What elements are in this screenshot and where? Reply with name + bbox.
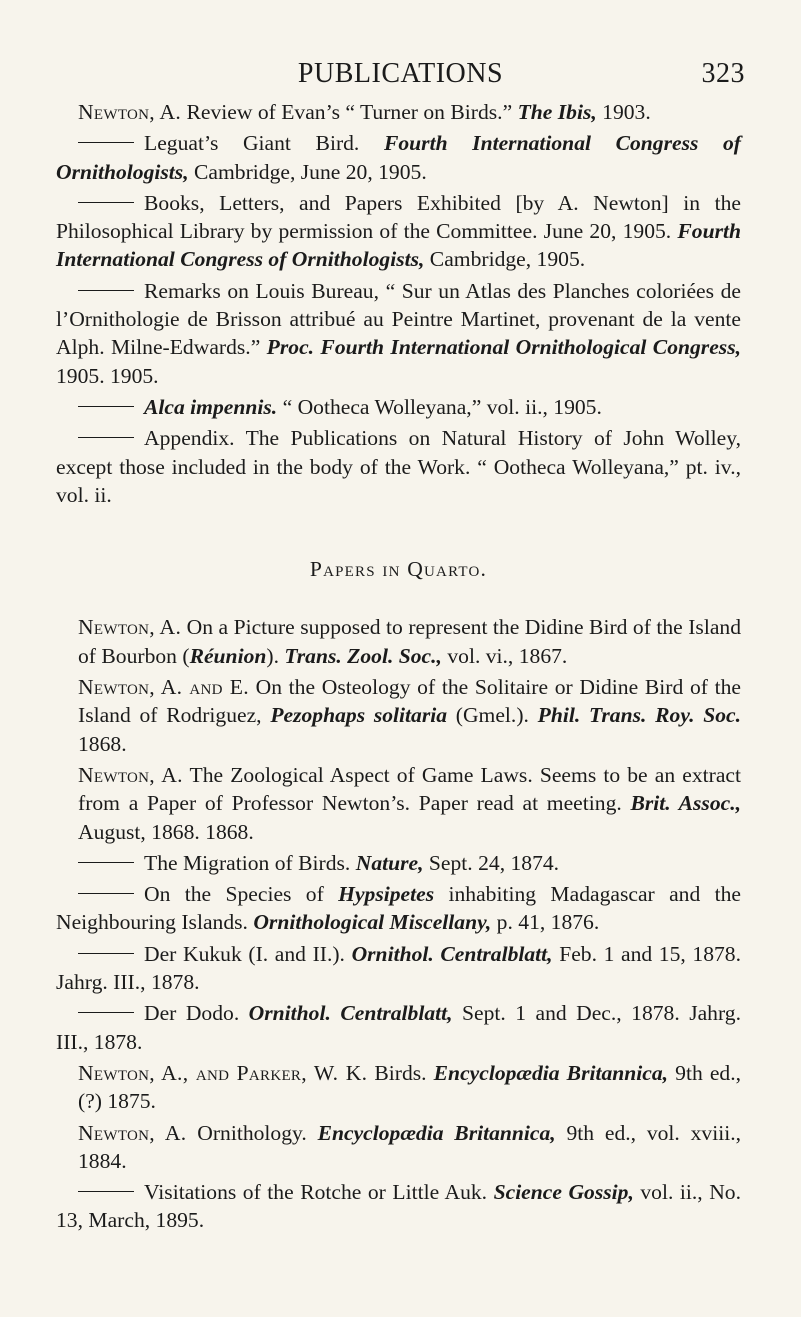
- bibliography-entry: [56, 98, 741, 126]
- entry-text: p. 41, 1876.: [491, 910, 600, 935]
- page-number: 323: [701, 58, 745, 89]
- entry-text: Cambridge, June 20, 1905.: [188, 159, 427, 184]
- entry-text: Birds.: [374, 1060, 434, 1085]
- entry-text: Review of Evan’s “ Turner on Birds.”: [186, 100, 518, 124]
- entry-text: vol. ii., No. 13, March, 1895.: [56, 1180, 741, 1233]
- entry-italic-text: Encyclopædia Britannica,: [433, 1060, 669, 1085]
- section-heading: Papers in Quarto.: [309, 557, 488, 582]
- ditto-dash: [78, 437, 134, 438]
- quarto-entries: [56, 613, 741, 1234]
- bibliography-entry: [56, 849, 741, 877]
- entry-text: The Zoological Aspect of Game Laws. Seems to be an extract from a Paper of Professor Newton’s. Paper read at meeting.: [78, 762, 741, 816]
- entry-author: Newton, A., and Parker, W. K.: [78, 1060, 368, 1085]
- bibliography-entry: [56, 189, 741, 274]
- entry-text: Appendix. The Publications on Natural History of John Wolley, except those included in the body of the Work. “ Ootheca Wolleyana,” pt. iv., vol. ii.: [56, 426, 741, 507]
- ditto-dash: [78, 953, 134, 954]
- entry-text: 1905. 1905.: [56, 363, 159, 388]
- entry-author: Newton, A.: [78, 615, 182, 640]
- entry-text: On a Picture supposed to represent the Didine Bird of the Island of Bourbon (: [78, 615, 741, 668]
- bibliography-body: [56, 98, 741, 1238]
- entry-italic-text: Fourth International Congress of Ornithologists,: [56, 131, 741, 184]
- entry-text: Sept. 1 and Dec., 1878. Jahrg. III., 1878.: [56, 1001, 741, 1054]
- bibliography-entry: [56, 129, 741, 186]
- entry-text: Ornithology.: [197, 1120, 318, 1145]
- ditto-dash: [78, 1012, 134, 1013]
- entry-text: 1903.: [596, 100, 651, 124]
- octavo-entries: [56, 98, 741, 509]
- ditto-dash: [78, 1191, 134, 1192]
- entry-italic-text: The Ibis,: [517, 100, 597, 124]
- entry-italic-text: Fourth International Congress of Ornithologists,: [56, 219, 741, 272]
- bibliography-entry: [56, 613, 741, 670]
- entry-text: On the Species of: [144, 882, 339, 907]
- entry-text: On the Osteology of the Solitaire or Didine Bird of the Island of Rodriguez,: [78, 675, 741, 728]
- bibliography-entry: [56, 999, 741, 1056]
- entry-text: Books, Letters, and Papers Exhibited [by A. Newton] in the Philosophical Library by permission of the Committee. June 20, 1905.: [56, 190, 741, 244]
- bibliography-entry: [56, 673, 741, 758]
- running-title: PUBLICATIONS: [297, 58, 504, 89]
- entry-italic-text: Science Gossip,: [493, 1180, 634, 1205]
- entry-italic-text: Ornithol. Centralblatt,: [248, 1001, 453, 1026]
- entry-italic-text: Ornithol. Centralblatt,: [351, 941, 553, 966]
- entry-text: “ Ootheca Wolleyana,” vol. ii., 1905.: [277, 394, 602, 419]
- bibliography-entry: [56, 880, 741, 937]
- entry-italic-text: Pezophaps solitaria: [270, 703, 448, 728]
- entry-text: August, 1868. 1868.: [78, 819, 254, 844]
- entry-author: Newton, A.: [78, 1120, 187, 1145]
- entry-text: (Gmel.).: [447, 703, 538, 728]
- running-head: [56, 58, 745, 92]
- entry-italic-text: Trans. Zool. Soc.,: [284, 643, 442, 668]
- entry-text: Visitations of the Rotche or Little Auk.: [144, 1180, 494, 1205]
- ditto-dash: [78, 862, 134, 863]
- entry-italic-text: Phil. Trans. Roy. Soc.: [537, 703, 742, 728]
- entry-text: 1868.: [78, 731, 127, 756]
- entry-author: Newton, A.: [78, 100, 182, 124]
- bibliography-entry: [56, 940, 741, 997]
- bibliography-entry: [56, 1059, 741, 1116]
- entry-text: Remarks on Louis Bureau, “ Sur un Atlas des Planches coloriées de l’Ornithologie de Brisson attribué au Peintre Martinet, provenant de la vente Alph. Milne-Edwards.”: [56, 278, 741, 360]
- entry-text: Der Kukuk (I. and II.).: [144, 941, 352, 966]
- entry-text: 9th ed., (?) 1875.: [78, 1060, 741, 1114]
- entry-author: Newton, A.: [78, 762, 183, 787]
- bibliography-entry: [56, 277, 741, 390]
- entry-text: vol. vi., 1867.: [441, 643, 568, 668]
- entry-italic-text: Réunion: [189, 643, 267, 668]
- entry-text: 9th ed., vol. xviii., 1884.: [78, 1120, 741, 1173]
- bibliography-entry: [56, 1119, 741, 1176]
- bibliography-entry: [56, 424, 741, 509]
- entry-text: Leguat’s Giant Bird.: [144, 131, 384, 156]
- bibliography-entry: [56, 393, 741, 421]
- entry-italic-text: Ornithological Miscellany,: [253, 910, 492, 935]
- entry-italic-text: Hypsipetes: [338, 882, 435, 907]
- entry-italic-text: Alca impennis.: [144, 394, 278, 419]
- entry-text: Sept. 24, 1874.: [423, 850, 560, 875]
- ditto-dash: [78, 893, 134, 894]
- entry-italic-text: Encyclopædia Britannica,: [317, 1120, 556, 1145]
- entry-text: The Migration of Birds.: [144, 850, 356, 875]
- entry-text: ).: [266, 643, 285, 668]
- ditto-dash: [78, 290, 134, 291]
- ditto-dash: [78, 142, 134, 143]
- entry-text: inhabiting Madagascar and the Neighbouring Islands.: [56, 882, 741, 935]
- entry-text: Cambridge, 1905.: [424, 247, 586, 272]
- entry-italic-text: Proc. Fourth International Ornithological Congress,: [266, 335, 741, 360]
- entry-italic-text: Brit. Assoc.,: [630, 791, 741, 816]
- entry-text: Der Dodo.: [144, 1001, 249, 1026]
- entry-text: Feb. 1 and 15, 1878. Jahrg. III., 1878.: [56, 941, 741, 995]
- entry-italic-text: Nature,: [355, 850, 424, 875]
- bibliography-entry: [56, 1178, 741, 1235]
- bibliography-entry: [56, 761, 741, 846]
- ditto-dash: [78, 406, 134, 407]
- entry-author: Newton, A. and E.: [78, 675, 249, 700]
- ditto-dash: [78, 202, 134, 203]
